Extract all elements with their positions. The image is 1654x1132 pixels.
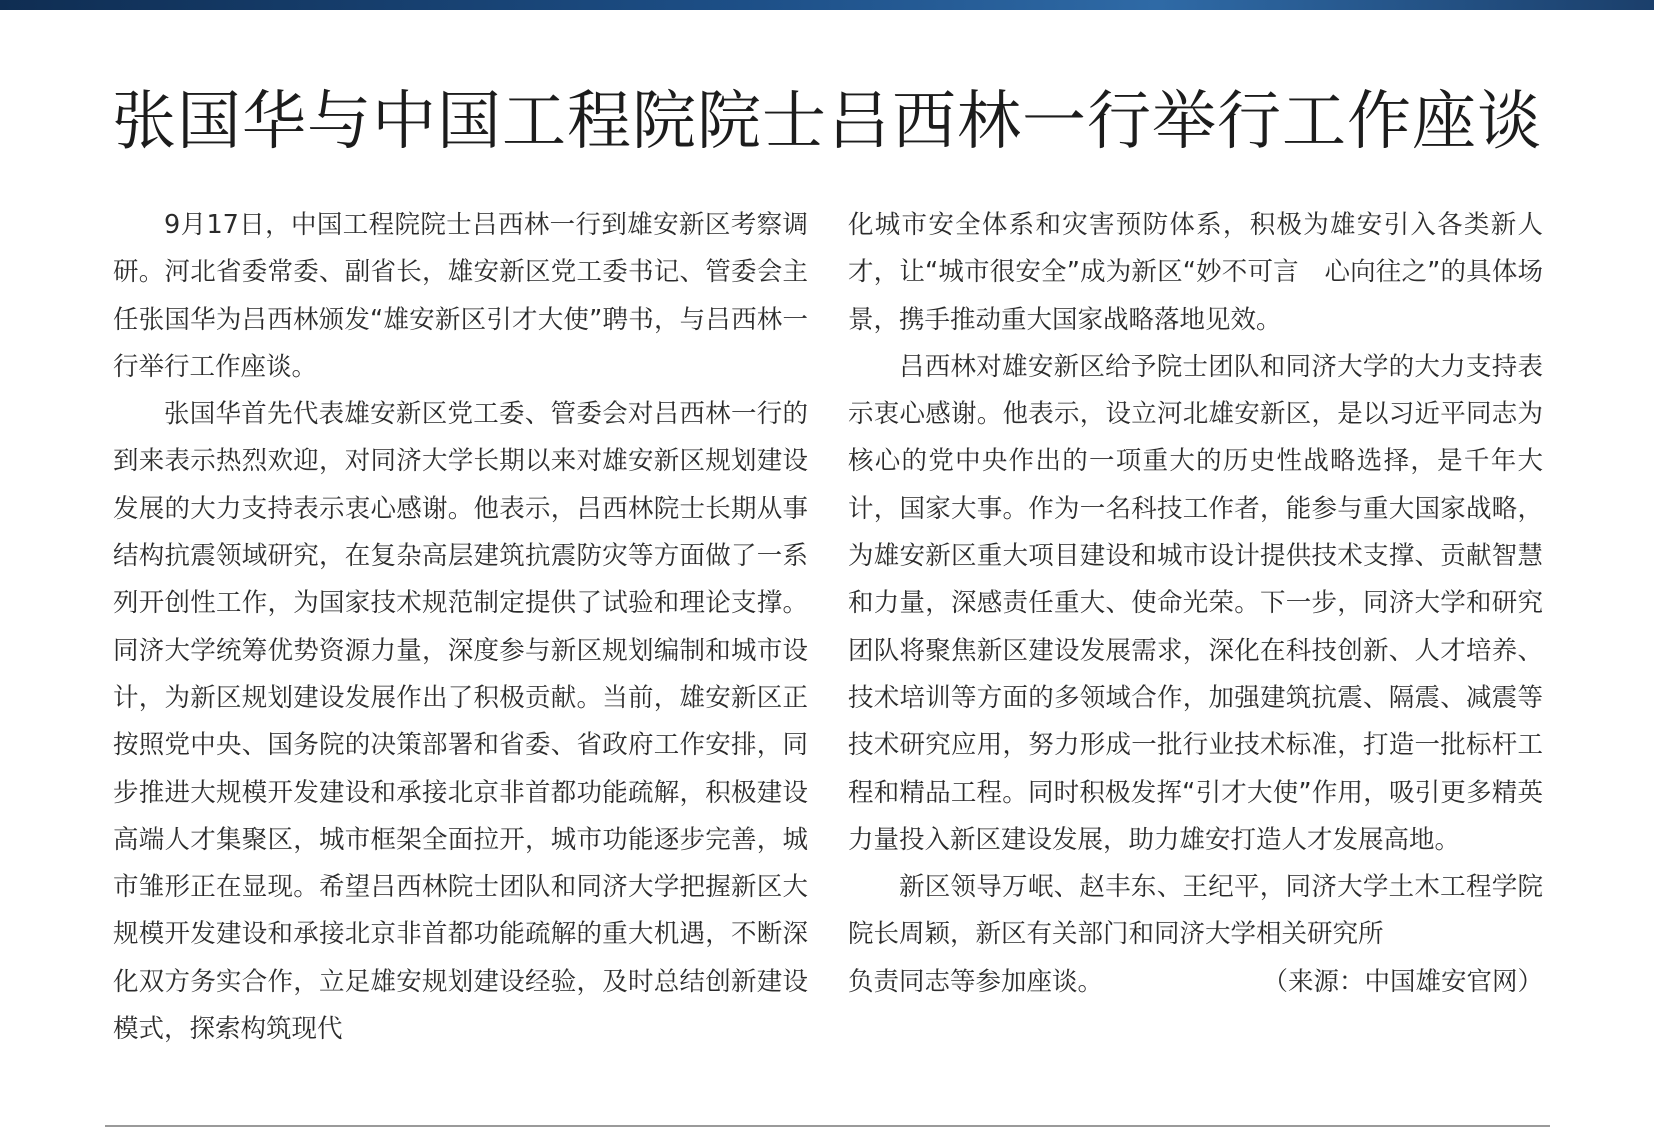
paragraph-4-last-line xyxy=(848,959,1543,1006)
source-credit: （来源：中国雄安官网） xyxy=(1262,966,1543,997)
paragraph-4-tail: 负责同志等参加座谈。 xyxy=(848,966,1104,997)
bottom-divider xyxy=(105,1125,1550,1127)
top-accent-bar xyxy=(0,0,1654,10)
paragraph-4: 新区领导万岷、赵丰东、王纪平，同济大学土木工程学院院长周颖，新区有关部门和同济大学相关研究所 xyxy=(848,872,1543,950)
paragraph-2: 张国华首先代表雄安新区党工委、管委会对吕西林一行的到来表示热烈欢迎，对同济大学长期以来对雄安新区规划建设发展的大力支持表示衷心感谢。他表示，吕西林院士长期从事结构抗震领域研究，在复杂高层建筑抗震防灾等方面做了一系列开创性工作，为国家技术规范制定提供了试验和理论支撑。同济大学统筹优势资源力量，深度参与新区规划编制和城市设计，为新区规划建设发展作出了积极贡献。当前，雄安新区正按照党中央、国务院的决策部署和省委、省政府工作安排，同步推进大规模开发建设和承接北京非首都功能疏解，积极建设高端人才集聚区，城市框架全面拉开，城市功能逐步完善，城市雏形正在显现。希望吕西林院士团队和同济大学把握新区大规模开发建设和承接北京非首都功能疏解的重大机遇，不断深化双方务实合作，立足雄安规划建设经验，及时总结创新建设模式，探索构筑现代 xyxy=(113,399,808,1045)
article-body xyxy=(113,202,1543,1082)
article-title: 张国华与中国工程院院士吕西林一行举行工作座谈 xyxy=(112,85,1542,159)
left-column xyxy=(113,202,808,1082)
right-column xyxy=(848,202,1543,1082)
paragraph-1: 9月17日，中国工程院院士吕西林一行到雄安新区考察调研。河北省委常委、副省长，雄安新区党工委书记、管委会主任张国华为吕西林颁发“雄安新区引才大使”聘书，与吕西林一行举行工作座谈。 xyxy=(113,210,808,382)
paragraph-2-continued: 化城市安全体系和灾害预防体系，积极为雄安引入各类新人才，让“城市很安全”成为新区“妙不可言 心向往之”的具体场景，携手推动重大国家战略落地见效。 xyxy=(848,210,1543,335)
paragraph-3: 吕西林对雄安新区给予院士团队和同济大学的大力支持表示衷心感谢。他表示，设立河北雄安新区，是以习近平同志为核心的党中央作出的一项重大的历史性战略选择，是千年大计，国家大事。作为一名科技工作者，能参与重大国家战略，为雄安新区重大项目建设和城市设计提供技术支撑、贡献智慧和力量，深感责任重大、使命光荣。下一步，同济大学和研究团队将聚焦新区建设发展需求，深化在科技创新、人才培养、技术培训等方面的多领域合作，加强建筑抗震、隔震、减震等技术研究应用，努力形成一批行业技术标准，打造一批标杆工程和精品工程。同时积极发挥“引才大使”作用，吸引更多精英力量投入新区建设发展，助力雄安打造人才发展高地。 xyxy=(848,351,1543,855)
